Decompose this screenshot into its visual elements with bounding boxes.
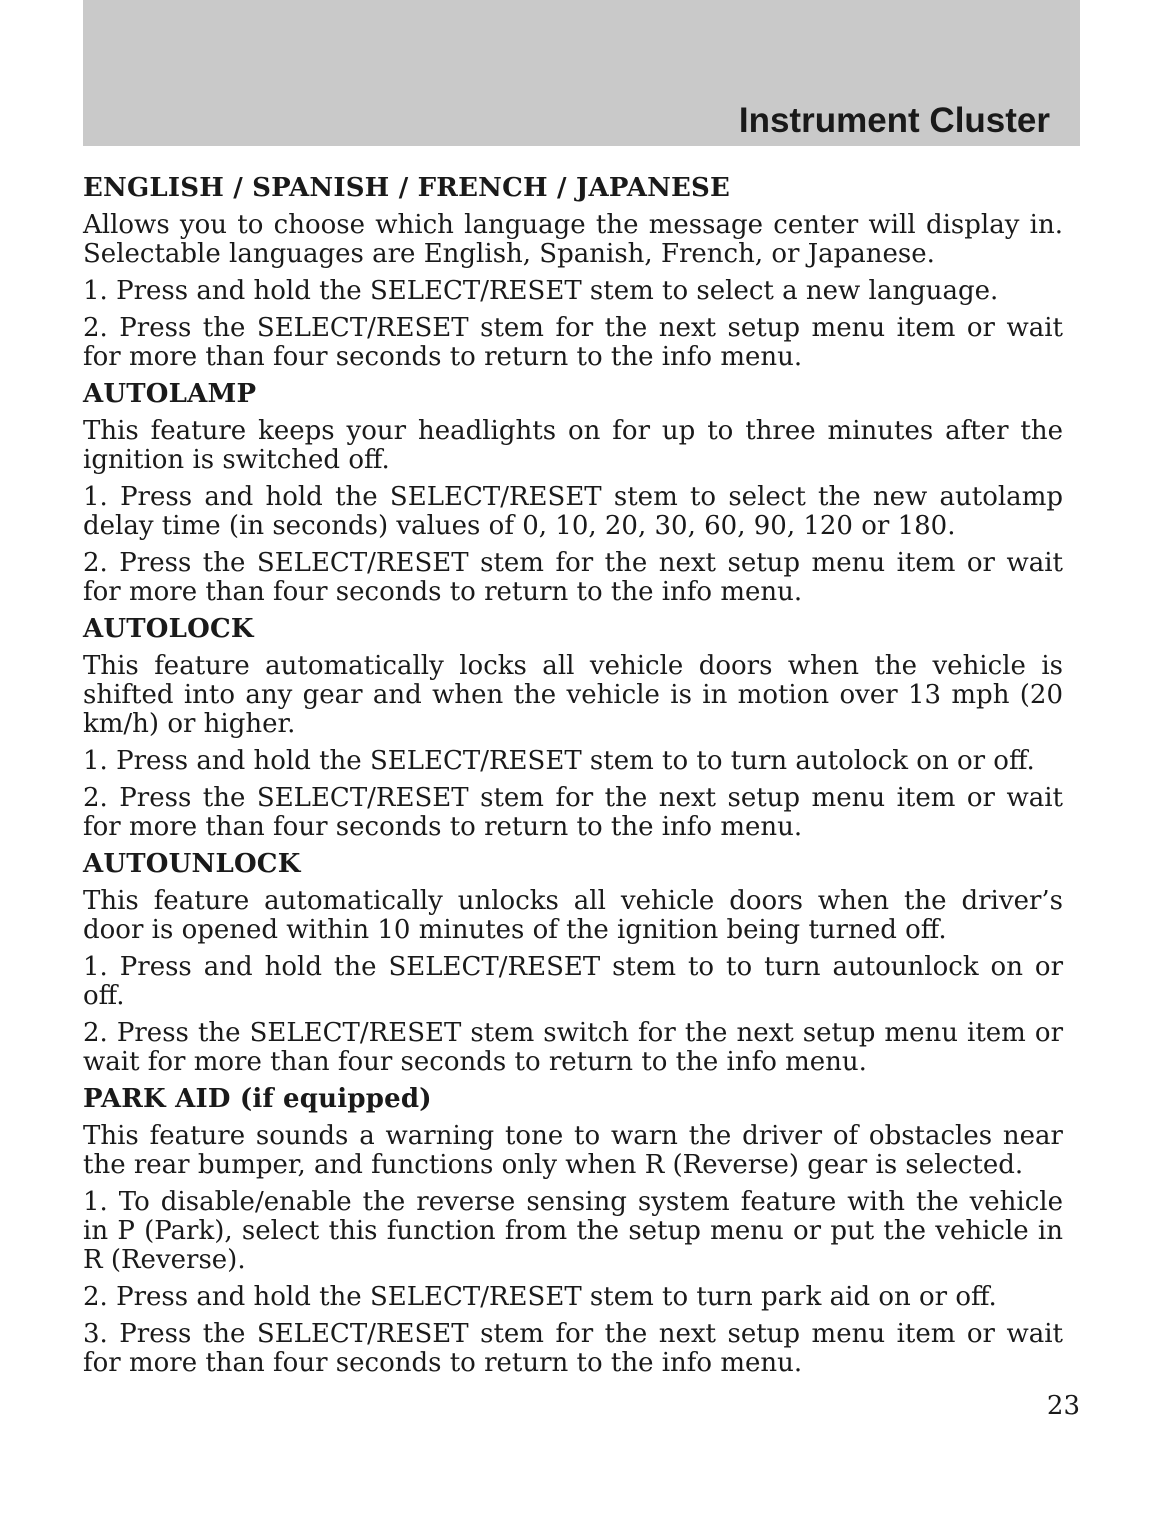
section-language — [83, 174, 1063, 372]
page-header-banner — [83, 0, 1080, 146]
page-title: Instrument Cluster — [738, 101, 1050, 141]
section-autolamp — [83, 380, 1063, 607]
step-item: 2. Press the SELECT/RESET stem for the next setup menu item or wait for more than four seconds to return to the info menu. — [83, 313, 1063, 372]
step-item: 2. Press the SELECT/RESET stem for the next setup menu item or wait for more than four seconds to return to the info menu. — [83, 548, 1063, 607]
page-footer — [83, 1392, 1080, 1421]
section-autounlock — [83, 850, 1063, 1077]
step-item: 2. Press and hold the SELECT/RESET stem to turn park aid on or off. — [83, 1282, 997, 1312]
section-heading: AUTOLOCK — [83, 614, 254, 644]
section-intro: Allows you to choose which language the message center will display in. Selectable languages are English, Spanish, French, or Japanese. — [83, 210, 1063, 269]
step-item: 3. Press the SELECT/RESET stem for the next setup menu item or wait for more than four seconds to return to the info menu. — [83, 1319, 1063, 1378]
section-intro: This feature sounds a warning tone to warn the driver of obstacles near the rear bumper, and functions only when R (Reverse) gear is selected. — [83, 1121, 1063, 1180]
section-intro: This feature keeps your headlights on for up to three minutes after the ignition is switched off. — [83, 416, 1063, 475]
step-item: 2. Press the SELECT/RESET stem switch for the next setup menu item or wait for more than four seconds to return to the info menu. — [83, 1018, 1063, 1077]
section-heading: ENGLISH / SPANISH / FRENCH / JAPANESE — [83, 173, 731, 203]
section-autolock — [83, 615, 1063, 842]
step-item: 2. Press the SELECT/RESET stem for the next setup menu item or wait for more than four seconds to return to the info menu. — [83, 783, 1063, 842]
section-heading: AUTOUNLOCK — [83, 849, 301, 879]
step-item: 1. Press and hold the SELECT/RESET stem to to turn autounlock on or off. — [83, 952, 1063, 1011]
step-item: 1. Press and hold the SELECT/RESET stem to select the new autolamp delay time (in seconds) values of 0, 10, 20, 30, 60, 90, 120 or 180. — [83, 482, 1063, 541]
step-item: 1. To disable/enable the reverse sensing system feature with the vehicle in P (Park), select this function from the setup menu or put the vehicle in R (Reverse). — [83, 1187, 1063, 1275]
page-number: 23 — [1046, 1391, 1080, 1421]
step-item: 1. Press and hold the SELECT/RESET stem to to turn autolock on or off. — [83, 746, 1035, 776]
section-intro: This feature automatically unlocks all vehicle doors when the driver’s door is opened within 10 minutes of the ignition being turned off. — [83, 886, 1063, 945]
section-heading: AUTOLAMP — [83, 379, 257, 409]
step-item: 1. Press and hold the SELECT/RESET stem to select a new language. — [83, 276, 999, 306]
page-content — [83, 174, 1063, 1378]
section-park-aid — [83, 1085, 1063, 1378]
section-heading: PARK AID (if equipped) — [83, 1084, 432, 1114]
section-intro: This feature automatically locks all vehicle doors when the vehicle is shifted into any gear and when the vehicle is in motion over 13 mph (20 km/h) or higher. — [83, 651, 1063, 739]
